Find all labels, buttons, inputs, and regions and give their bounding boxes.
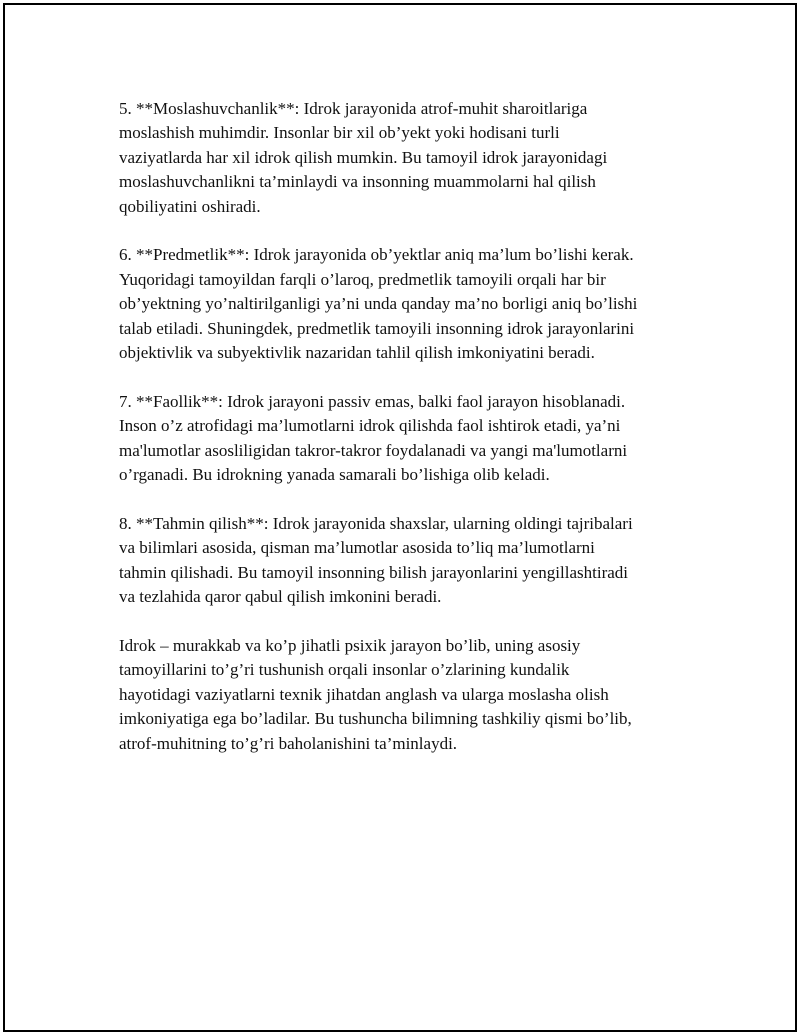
document-body: [119, 97, 719, 780]
text-line: ma'lumotlar asosliligidan takror-takror foydalanadi va yangi ma'lumotlarni: [119, 440, 628, 460]
text-line: 7. **Faollik**: Idrok jarayoni passiv emas, balki faol jarayon hisoblanadi.: [119, 391, 626, 411]
text-line: vaziyatlarda har xil idrok qilish mumkin. Bu tamoyil idrok jarayonidagi: [119, 147, 608, 167]
paragraph-moslashuvchanlik: [119, 97, 719, 219]
text-line: va tezlahida qaror qabul qilish imkonini beradi.: [119, 587, 442, 607]
text-line: objektivlik va subyektivlik nazaridan tahlil qilish imkoniyatini beradi.: [119, 343, 595, 363]
text-line: va bilimlari asosida, qisman ma’lumotlar asosida to’liq ma’lumotlarni: [119, 538, 595, 558]
text-line: tamoyillarini to’g’ri tushunish orqali insonlar o’zlarining kundalik: [119, 660, 570, 680]
text-line: o’rganadi. Bu idrokning yanada samarali bo’lishiga olib keladi.: [119, 465, 550, 485]
paragraph-tahmin-qilish: [119, 512, 719, 610]
text-line: Idrok – murakkab va ko’p jihatli psixik jarayon bo’lib, uning asosiy: [119, 635, 581, 655]
text-line: ob’yektning yo’naltirilganligi ya’ni unda qanday ma’no borligi aniq bo’lishi: [119, 294, 638, 314]
text-line: 6. **Predmetlik**: Idrok jarayonida ob’yektlar aniq ma’lum bo’lishi kerak.: [119, 245, 634, 265]
text-line: Inson o’z atrofidagi ma’lumotlarni idrok qilishda faol ishtirok etadi, ya’ni: [119, 416, 621, 436]
text-line: 5. **Moslashuvchanlik**: Idrok jarayonida atrof-muhit sharoitlariga: [119, 99, 588, 118]
text-line: hayotidagi vaziyatlarni texnik jihatdan anglash va ularga moslasha olish: [119, 684, 609, 704]
paragraph-conclusion: [119, 634, 719, 756]
document-page: [3, 3, 797, 1032]
text-line: atrof-muhitning to’g’ri baholanishini ta’minlaydi.: [119, 733, 458, 753]
text-line: tahmin qilishadi. Bu tamoyil insonning bilish jarayonlarini yengillashtiradi: [119, 562, 628, 582]
text-line: moslashuvchanlikni ta’minlaydi va insonning muammolarni hal qilish: [119, 172, 596, 192]
text-line: 8. **Tahmin qilish**: Idrok jarayonida shaxslar, ularning oldingi tajribalari: [119, 513, 633, 533]
paragraph-predmetlik: [119, 243, 719, 365]
text-line: imkoniyatiga ega bo’ladilar. Bu tushuncha bilimning tashkiliy qismi bo’lib,: [119, 709, 632, 729]
text-line: Yuqoridagi tamoyildan farqli o’laroq, predmetlik tamoyili orqali har bir: [119, 269, 606, 289]
text-line: moslashish muhimdir. Insonlar bir xil ob’yekt yoki hodisani turli: [119, 123, 560, 143]
paragraph-faollik: [119, 390, 719, 488]
text-line: qobiliyatini oshiradi.: [119, 196, 261, 216]
text-line: talab etiladi. Shuningdek, predmetlik tamoyili insonning idrok jarayonlarini: [119, 318, 635, 338]
